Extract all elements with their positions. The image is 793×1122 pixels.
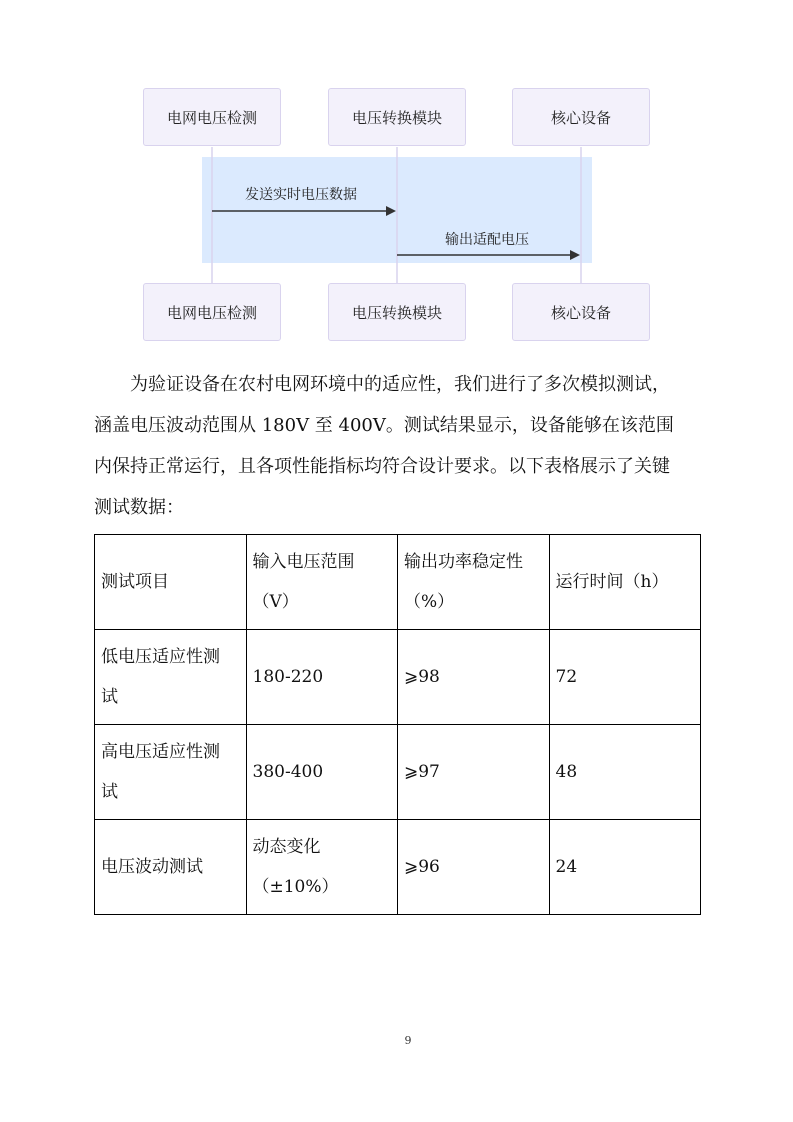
table-cell: ⩾96 — [398, 820, 550, 915]
table-cell: 48 — [549, 725, 701, 820]
table-header-row — [95, 535, 701, 630]
table-cell: 180-220 — [246, 630, 398, 725]
table-cell: ⩾98 — [398, 630, 550, 725]
paragraph-line: 涵盖电压波动范围从 180V 至 400V。测试结果显示，设备能够在该范围 — [94, 415, 674, 436]
table-cell: 380-400 — [246, 725, 398, 820]
table-cell: 电压波动测试 — [95, 820, 247, 915]
paragraph-line: 为验证设备在农村电网环境中的适应性，我们进行了多次模拟测试， — [130, 374, 670, 395]
table-cell: 低电压适应性测 试 — [95, 630, 247, 725]
table-row — [95, 725, 701, 820]
table-row — [95, 630, 701, 725]
sequence-diagram — [0, 0, 793, 360]
header-cell: 输出功率稳定性 （%） — [398, 535, 550, 630]
header-cell: 输入电压范围 （V） — [246, 535, 398, 630]
message-label-2: 输出适配电压 — [445, 232, 529, 248]
table-row — [95, 820, 701, 915]
table-cell: 高电压适应性测 试 — [95, 725, 247, 820]
table-cell: 72 — [549, 630, 701, 725]
paragraph-line: 测试数据： — [94, 497, 184, 518]
actor-top-converter: 电压转换模块 — [328, 88, 466, 146]
header-cell: 测试项目 — [95, 535, 247, 630]
body-paragraph — [94, 364, 700, 528]
page-number: 9 — [404, 1034, 412, 1047]
table-cell: ⩾97 — [398, 725, 550, 820]
actor-bottom-converter: 电压转换模块 — [328, 283, 466, 341]
actor-bottom-core-device: 核心设备 — [512, 283, 650, 341]
test-data-table — [94, 534, 701, 915]
paragraph-line: 内保持正常运行，且各项性能指标均符合设计要求。以下表格展示了关键 — [94, 456, 670, 477]
message-label-1: 发送实时电压数据 — [245, 187, 357, 203]
table-cell: 动态变化 （±10%） — [246, 820, 398, 915]
actor-bottom-grid-detection: 电网电压检测 — [143, 283, 281, 341]
table-cell: 24 — [549, 820, 701, 915]
actor-top-grid-detection: 电网电压检测 — [143, 88, 281, 146]
header-cell: 运行时间（h） — [549, 535, 701, 630]
actor-top-core-device: 核心设备 — [512, 88, 650, 146]
